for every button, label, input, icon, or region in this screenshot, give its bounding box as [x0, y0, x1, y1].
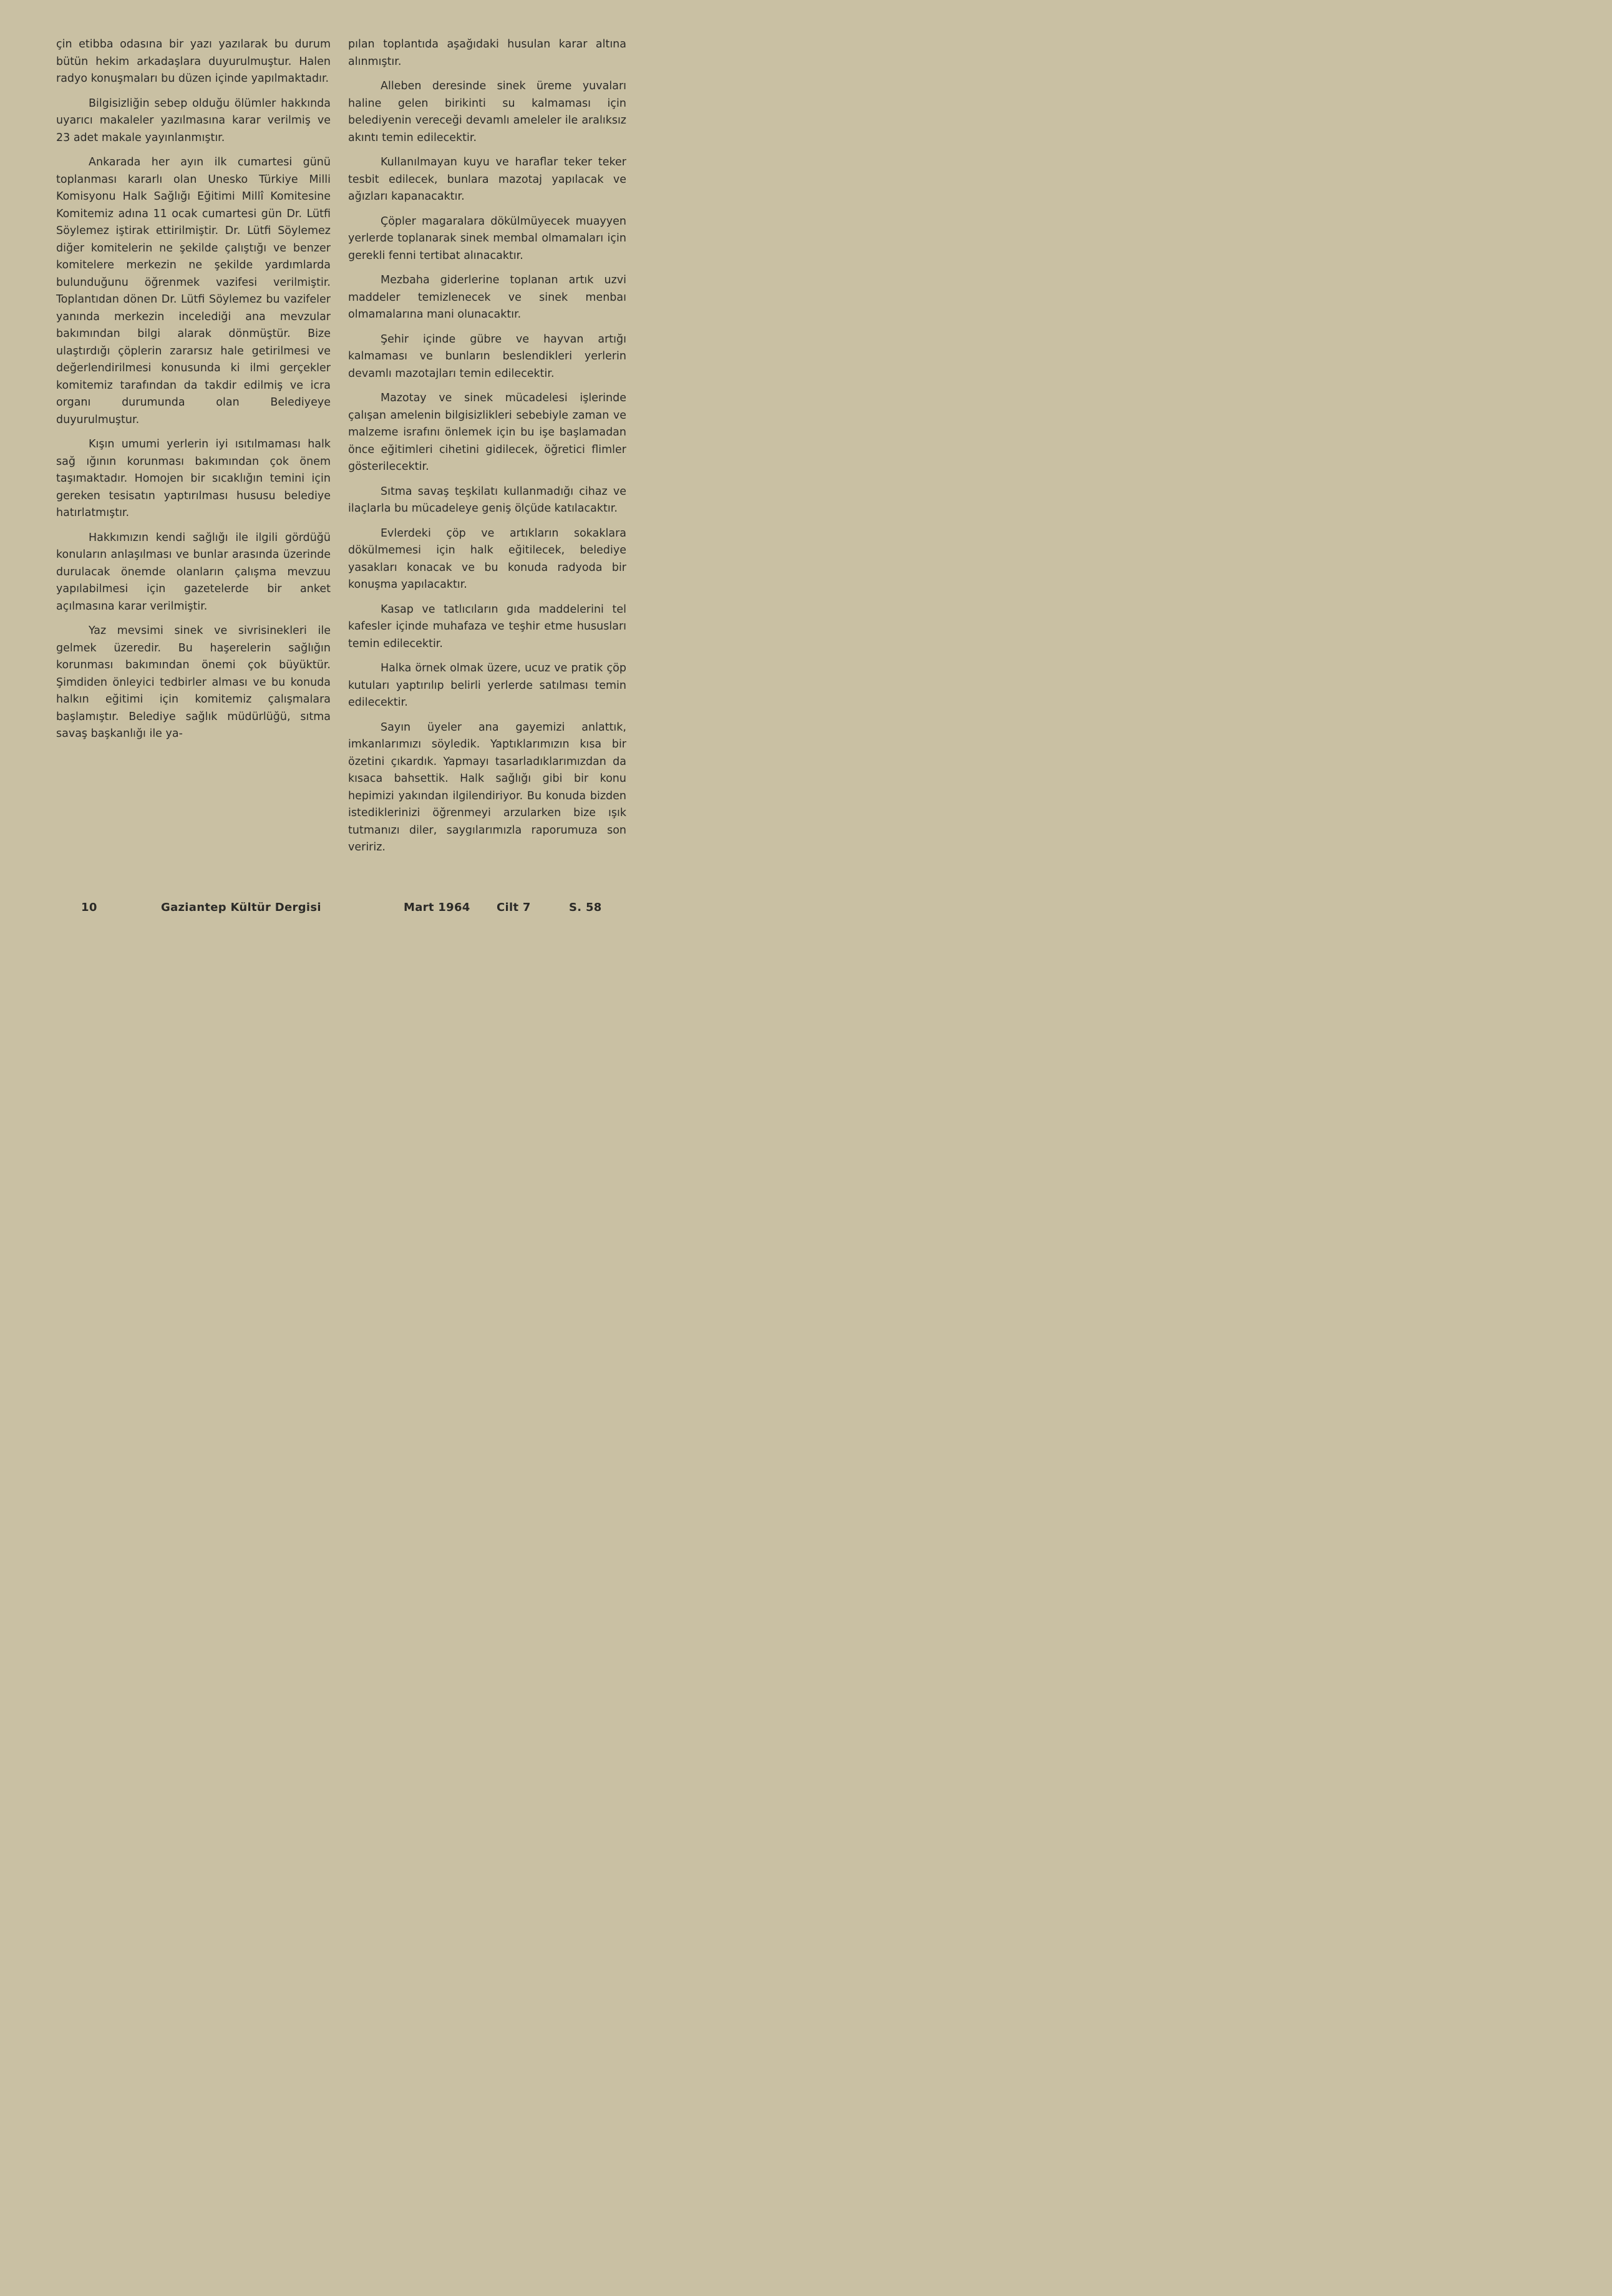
paragraph: Sıtma savaş teşkilatı kullanmadığı cihaz ve ilaçlarla bu mücadeleye geniş ölçüde katılacaktır. [348, 485, 626, 515]
paragraph: Bilgisizliğin sebep olduğu ölümler hakkında uyarıcı makaleler yazılmasına karar verilmiş ve 23 adet makale yayınlanmıştır. [56, 97, 331, 144]
paragraph: Çöpler magaralara dökülmüyecek muayyen yerlerde toplanarak sinek membal olmamaları için gerekli fenni tertibat alınacaktır. [348, 215, 626, 262]
paragraph: Mezbaha giderlerine toplanan artık uzvi maddeler temizlenecek ve sinek menbaı olmamalarına mani olunacaktır. [348, 274, 626, 321]
paragraph: çin etibba odasına bir yazı yazılarak bu durum bütün hekim arkadaşlara duyurulmuştur. Halen radyo konuşmaları bu düzen içinde yapılmaktadır. [56, 38, 331, 85]
paragraph: Kışın umumi yerlerin iyi ısıtılmaması halk sağ ığının korunması bakımından çok önem taşımaktadır. Homojen bir sıcaklığın temini için gereken tesisatın yaptırılması hususu belediye hatırlatmıştır. [56, 438, 331, 519]
paragraph: Şehir içinde gübre ve hayvan artığı kalmaması ve bunların beslendikleri yerlerin devamlı mazotajları temin edilecektir. [348, 333, 626, 380]
paragraph: Kullanılmayan kuyu ve haraflar teker teker tesbit edilecek, bunlara mazotaj yapılacak ve ağızları kapanacaktır. [348, 156, 626, 203]
issue-date: Mart 1964 [404, 901, 470, 914]
volume-number: Cilt 7 [497, 901, 531, 914]
right-column [348, 36, 626, 864]
paragraph: pılan toplantıda aşağıdaki husulan karar altına alınmıştır. [348, 38, 626, 68]
paragraph: Halka örnek olmak üzere, ucuz ve pratik çöp kutuları yaptırılıp belirli yerlerde satılması temin edilecektir. [348, 662, 626, 709]
paragraph: Ankarada her ayın ilk cumartesi günü toplanması kararlı olan Unesko Türkiye Milli Komisyonu Halk Sağlığı Eğitimi Millî Komitesine Komitemiz adına 11 ocak cumartesi gün Dr. Lütfi Söylemez iştirak ettirilmiştir. Dr. Lütfi Söylemez diğer komitelerin ne şekilde çalıştığı ve benzer komitelere merkezin ne şekilde yardımlarda bulunduğunu öğrenmek vazifesi verilmiştir. Toplantıdan dönen Dr. Lütfi Söylemez bu vazifeler yanında merkezin incelediği ana mevzular bakımından bilgi alarak dönmüştür. Bize ulaştırdığı çöplerin zararsız hale getirilmesi ve değerlendirilmesi konusunda ki ilmi gerçekler komitemiz tarafından da takdir edilmiş ve icra organı durumunda olan Belediyeye duyurulmuştur. [56, 156, 331, 426]
paragraph: Sayın üyeler ana gayemizi anlattık, imkanlarımızı söyledik. Yaptıklarımızın kısa bir özetini çıkardık. Yapmayı tasarladıklarımızdan da kısaca bahsettik. Halk sağlığı gibi bir konu hepimizi yakından ilgilendiriyor. Bu konuda bizden istediklerinizi öğrenmeyi arzularken bize ışık tutmanızı diler, saygılarımızla raporumuza son veririz. [348, 721, 626, 854]
journal-title: Gaziantep Kültür Dergisi [161, 901, 321, 914]
paragraph: Evlerdeki çöp ve artıkların sokaklara dökülmemesi için halk eğitilecek, belediye yasakları konacak ve bu konuda radyoda bir konuşma yapılacaktır. [348, 527, 626, 591]
paragraph: Alleben deresinde sinek üreme yuvaları haline gelen birikinti su kalmaması için belediyenin vereceği devamlı ameleler ile aralıksız akıntı temin edilecektir. [348, 80, 626, 144]
paragraph: Yaz mevsimi sinek ve sivrisinekleri ile gelmek üzeredir. Bu haşerelerin sağlığın korunması bakımından önemi çok büyüktür. Şimdiden önleyici tedbirler alması ve bu konuda halkın eğitimi için komitemiz çalışmalara başlamıştır. Belediye sağlık müdürlüğü, sıtma savaş başkanlığı ile ya- [56, 625, 331, 740]
paragraph: Hakkımızın kendi sağlığı ile ilgili gördüğü konuların anlaşılması ve bunlar arasında üzerinde durulacak önemde olanların çalışma mevzuu yapılabilmesi için gazetelerde bir anket açılmasına karar verilmiştir. [56, 531, 331, 613]
left-column [56, 36, 331, 751]
paragraph: Kasap ve tatlıcıların gıda maddelerini tel kafesler içinde muhafaza ve teşhir etme hususları temin edilecektir. [348, 603, 626, 650]
issue-number: S. 58 [569, 901, 602, 914]
page-number: 10 [81, 901, 97, 914]
page-footer [0, 901, 687, 920]
paragraph: Mazotay ve sinek mücadelesi işlerinde çalışan amelenin bilgisizlikleri sebebiyle zaman ve malzeme israfını önlemek için bu işe başlamadan önce eğitimleri cihetini gidilecek, öğretici flimler gösterilecektir. [348, 392, 626, 473]
